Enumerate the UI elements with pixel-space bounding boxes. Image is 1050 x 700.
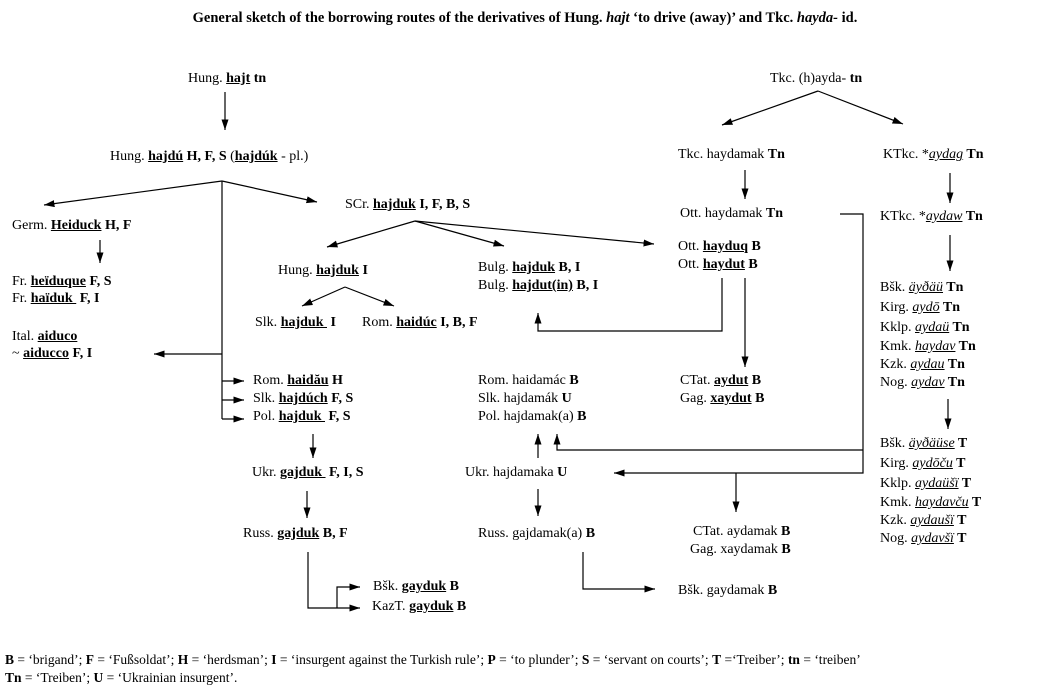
text-run: Tn [944, 357, 965, 372]
text-run: = ‘to plunder’; [495, 652, 582, 667]
text-run: aydōču [912, 456, 953, 471]
text-run: H, F [101, 218, 132, 233]
node-kklp-aydau [880, 320, 970, 336]
node-russ-gajdamaka [478, 526, 595, 542]
text-run: hajt [226, 71, 251, 86]
text-run: gajduk [277, 526, 320, 541]
node-slk-hajduch [253, 391, 353, 407]
text-run: B, F [319, 526, 348, 541]
text-run: tn [849, 71, 863, 86]
node-ukr-gajduk [252, 465, 364, 481]
text-run: hajdúch [278, 391, 328, 406]
node-kirg-aydocu [880, 456, 965, 472]
text-run: ( [226, 149, 235, 164]
node-ott-haydut [678, 257, 758, 273]
text-run: Gag. [680, 391, 711, 406]
node-slk-hajdamak [478, 391, 572, 407]
text-run: Bulg. [478, 278, 513, 293]
text-run: Ukr. hajdamaka [465, 465, 558, 480]
text-run: aydav [911, 375, 945, 390]
text-run: T [968, 495, 982, 510]
node-bsk-aydhause [880, 436, 967, 452]
text-run: I [358, 263, 368, 278]
node-russ-gajduk [243, 526, 348, 542]
node-kzk-aydau [880, 357, 965, 373]
text-run: haïduk [30, 291, 77, 306]
node-ctat-aydamak [693, 524, 790, 540]
text-run: F, S [85, 274, 112, 289]
text-run: Bšk. [373, 579, 402, 594]
text-run: Ott. haydamak [680, 206, 766, 221]
text-run: Russ. [243, 526, 278, 541]
text-run: T [953, 513, 967, 528]
text-run: äyðäüse [908, 436, 955, 451]
text-run: - pl.) [277, 149, 309, 164]
text-run: Bšk. [880, 436, 909, 451]
text-run: B, I [555, 260, 581, 275]
text-run: Rom. [253, 373, 288, 388]
node-bulg-hajdutin [478, 278, 598, 294]
node-ott-haydamak [680, 206, 783, 222]
node-ott-hayduq [678, 239, 761, 255]
text-run: F, I [68, 346, 93, 361]
text-run: KTkc. * [880, 209, 926, 224]
text-run: gayduk [409, 599, 454, 614]
arrow-tkc-to-haydamak [722, 91, 818, 125]
node-ctat-aydut [680, 373, 761, 389]
text-run: gajduk [280, 465, 326, 480]
arrow-hajdu-to-germ [44, 181, 222, 205]
text-run: Kmk. [880, 339, 915, 354]
text-run: = ‘insurgent against the Turkish rule’; [276, 652, 488, 667]
text-run: Heiduck [50, 218, 102, 233]
legend-line-2 [5, 669, 237, 687]
arrow-scr-to-hunghajduk [327, 221, 415, 247]
text-run: hajduk [373, 197, 416, 212]
text-run: Nog. [880, 375, 912, 390]
text-run: tn [787, 652, 800, 667]
node-germ-heiduck [12, 218, 131, 234]
text-run: = ‘herdsman’; [188, 652, 272, 667]
text-run: B [751, 391, 765, 406]
text-run: Gag. xaydamak [690, 542, 782, 557]
text-run: Russ. gajdamak(a) [478, 526, 586, 541]
node-rom-haidau [253, 373, 343, 389]
node-tkc-hayda [770, 71, 862, 87]
text-run: aydau [910, 357, 945, 372]
text-run: Tn [943, 280, 964, 295]
text-run: F, S [327, 391, 354, 406]
text-run: ~ [12, 346, 24, 361]
node-fr-haiduk [12, 291, 99, 307]
text-run: I, F, B, S [415, 197, 471, 212]
text-run: Tkc. haydamak [678, 147, 768, 162]
node-bsk-gayduk [373, 579, 459, 595]
text-run: Hung. [188, 71, 227, 86]
text-run: S [581, 652, 590, 667]
text-run: haydav [915, 339, 956, 354]
text-run: Tn [955, 339, 976, 354]
arrow-hajdu-to-scr [222, 181, 317, 202]
node-hung-hajduk [278, 263, 368, 279]
text-run: B [767, 583, 778, 598]
text-run: hajdú [148, 149, 184, 164]
node-kirg-aydo [880, 300, 960, 316]
text-run: Kzk. [880, 357, 911, 372]
node-bulg-hajduk [478, 260, 580, 276]
node-gag-xaydut [680, 391, 764, 407]
text-run: = ‘treiben’ [799, 652, 861, 667]
text-run: Fr. [12, 274, 31, 289]
node-rom-haiduc [362, 315, 478, 331]
text-run: hayduq [702, 239, 749, 254]
text-run: aydaušï [910, 513, 954, 528]
text-run: Germ. [12, 218, 51, 233]
legend-line-1 [5, 651, 861, 669]
text-run: aydavšï [911, 531, 954, 546]
text-run: Nog. [880, 531, 912, 546]
text-run: CTat. aydamak [693, 524, 782, 539]
text-run: H [328, 373, 343, 388]
node-ital-aiducco [12, 346, 92, 362]
text-run: Kklp. [880, 320, 915, 335]
node-bsk-aydhau [880, 280, 963, 296]
node-hung-hajt [188, 71, 266, 87]
text-run: B [748, 239, 761, 254]
node-kmk-haydavcu [880, 495, 981, 511]
text-run: Tn [939, 300, 961, 315]
text-run: Kmk. [880, 495, 915, 510]
text-run: Ott. [678, 239, 703, 254]
text-run: F, S [325, 409, 351, 424]
text-run: Slk. [255, 315, 281, 330]
text-run: T [712, 652, 722, 667]
text-run: hajt [606, 10, 630, 26]
text-run: Tn [962, 209, 983, 224]
text-run: Ott. [678, 257, 703, 272]
text-run: SCr. [345, 197, 374, 212]
node-pol-hajduk [253, 409, 351, 425]
node-kazt-gayduk [372, 599, 466, 615]
node-ukr-hajdamaka [465, 465, 567, 481]
text-run: Slk. hajdamák [478, 391, 562, 406]
text-run: Rom. haidamác [478, 373, 570, 388]
text-run: P [487, 652, 496, 667]
text-run: ‘to drive (away)’ and Tkc. [629, 10, 797, 26]
text-run: Bšk. gaydamak [678, 583, 768, 598]
text-run: haidău [287, 373, 329, 388]
text-run: Fr. [12, 291, 31, 306]
node-kzk-aydausi [880, 513, 966, 529]
text-run: hayda- [796, 10, 839, 26]
text-run: hajduk [278, 409, 325, 424]
text-run: Tn [767, 147, 785, 162]
text-run: I, B, F [436, 315, 478, 330]
node-fr-heiduque [12, 274, 112, 290]
node-bsk-gaydamak [678, 583, 777, 599]
text-run: B [569, 373, 579, 388]
text-run: Tn [949, 320, 970, 335]
text-run: T [952, 456, 966, 471]
text-run: T [953, 531, 967, 546]
text-run: = ‘Treiben’; [21, 670, 94, 685]
text-run: xaydut [710, 391, 752, 406]
text-run: = ‘Ukrainian insurgent’. [103, 670, 238, 685]
text-run: U [561, 391, 572, 406]
text-run: = ‘Fußsoldat’; [93, 652, 178, 667]
text-run: hajdut(in) [512, 278, 573, 293]
text-run: aydaüšï [915, 476, 959, 491]
node-hung-hajdu [110, 149, 308, 165]
text-run: Ukr. [252, 465, 280, 480]
text-run: aiducco [23, 346, 69, 361]
node-gag-xaydamak [690, 542, 791, 558]
text-run: F, I, S [325, 465, 364, 480]
text-run: haydavču [915, 495, 969, 510]
text-run: T [958, 476, 972, 491]
text-run: Tkc. (h)ayda- [770, 71, 850, 86]
text-run: hajduk [280, 315, 327, 330]
node-kklp-aydausi [880, 476, 971, 492]
arrow-otthaydamak-to-pol [557, 434, 863, 450]
text-run: F, I [76, 291, 100, 306]
node-slk-hajduk [255, 315, 336, 331]
node-ktkc-aydaw [880, 209, 983, 225]
node-rom-haidamac [478, 373, 579, 389]
text-run: B [577, 409, 587, 424]
arrow-hunghajduk-to-rom [345, 287, 394, 306]
text-run: I [271, 652, 277, 667]
text-run: aydaü [915, 320, 950, 335]
text-run: B [781, 524, 791, 539]
node-scr-hajduk [345, 197, 470, 213]
text-run: tn [250, 71, 267, 86]
text-run: = ‘brigand’; [14, 652, 86, 667]
text-run: Slk. [253, 391, 279, 406]
text-run: F [85, 652, 94, 667]
text-run: = ‘servant on courts’; [589, 652, 713, 667]
node-tkc-haydamak [678, 147, 785, 163]
node-kmk-haydav [880, 339, 976, 355]
text-run: T [954, 436, 968, 451]
text-run: Pol. [253, 409, 279, 424]
text-run: General sketch of the borrowing routes of the derivatives of Hung. [192, 10, 607, 26]
diagram-title [0, 10, 1050, 27]
text-run: B [446, 579, 459, 594]
text-run: hajduk [316, 263, 359, 278]
text-run: =‘Treiber’; [721, 652, 788, 667]
text-run: CTat. [680, 373, 715, 388]
text-run: KazT. [372, 599, 410, 614]
text-run: Hung. [278, 263, 317, 278]
text-run: Tn [963, 147, 984, 162]
text-run: Bšk. [880, 280, 909, 295]
text-run: Kirg. [880, 456, 913, 471]
text-run: H, F, S [183, 149, 227, 164]
arrow-russgajduk-to-bsk [337, 587, 360, 608]
text-run: haidúc [396, 315, 437, 330]
text-run: KTkc. * [883, 147, 929, 162]
text-run: Rom. [362, 315, 397, 330]
text-run: Pol. hajdamak(a) [478, 409, 578, 424]
text-run: B [748, 373, 762, 388]
text-run: B [781, 542, 791, 557]
text-run: gayduk [401, 579, 447, 594]
text-run: aydaw [925, 209, 963, 224]
text-run: B [5, 652, 15, 667]
text-run: Ital. [12, 329, 38, 344]
node-ital-aiduco [12, 329, 77, 345]
node-nog-aydav [880, 375, 965, 391]
text-run: Tn [944, 375, 965, 390]
text-run: Kklp. [880, 476, 915, 491]
text-run: Tn [765, 206, 784, 221]
text-run: aiduco [37, 329, 78, 344]
text-run: B [585, 526, 596, 541]
text-run: B [744, 257, 758, 272]
text-run: id. [838, 10, 858, 26]
text-run: U [93, 670, 104, 685]
arrow-hunghajduk-to-slk [302, 287, 345, 306]
text-run: aydō [912, 300, 940, 315]
text-run: B, I [572, 278, 599, 293]
text-run: hajdúk [234, 149, 278, 164]
text-run: B [453, 599, 467, 614]
node-pol-hajdamaka [478, 409, 586, 425]
arrow-scr-to-ott [415, 221, 654, 244]
arrow-russgajdamaka-to-bsk [583, 552, 655, 589]
node-nog-aydavsi [880, 531, 966, 547]
text-run: Tn [5, 670, 22, 685]
arrow-russgajduk-to-kazt [308, 552, 360, 608]
text-run: aydag [928, 147, 964, 162]
text-run: hajduk [512, 260, 556, 275]
node-ktkc-aydag [883, 147, 983, 163]
text-run: äyðäü [908, 280, 944, 295]
text-run: U [557, 465, 568, 480]
text-run: aydut [714, 373, 749, 388]
text-run: H [177, 652, 189, 667]
text-run: Hung. [110, 149, 149, 164]
arrow-tkc-to-aydag [818, 91, 903, 124]
text-run: I [327, 315, 336, 330]
text-run: Bulg. [478, 260, 513, 275]
text-run: Kzk. [880, 513, 911, 528]
text-run: haydut [702, 257, 745, 272]
text-run: heïduque [30, 274, 86, 289]
text-run: Kirg. [880, 300, 913, 315]
